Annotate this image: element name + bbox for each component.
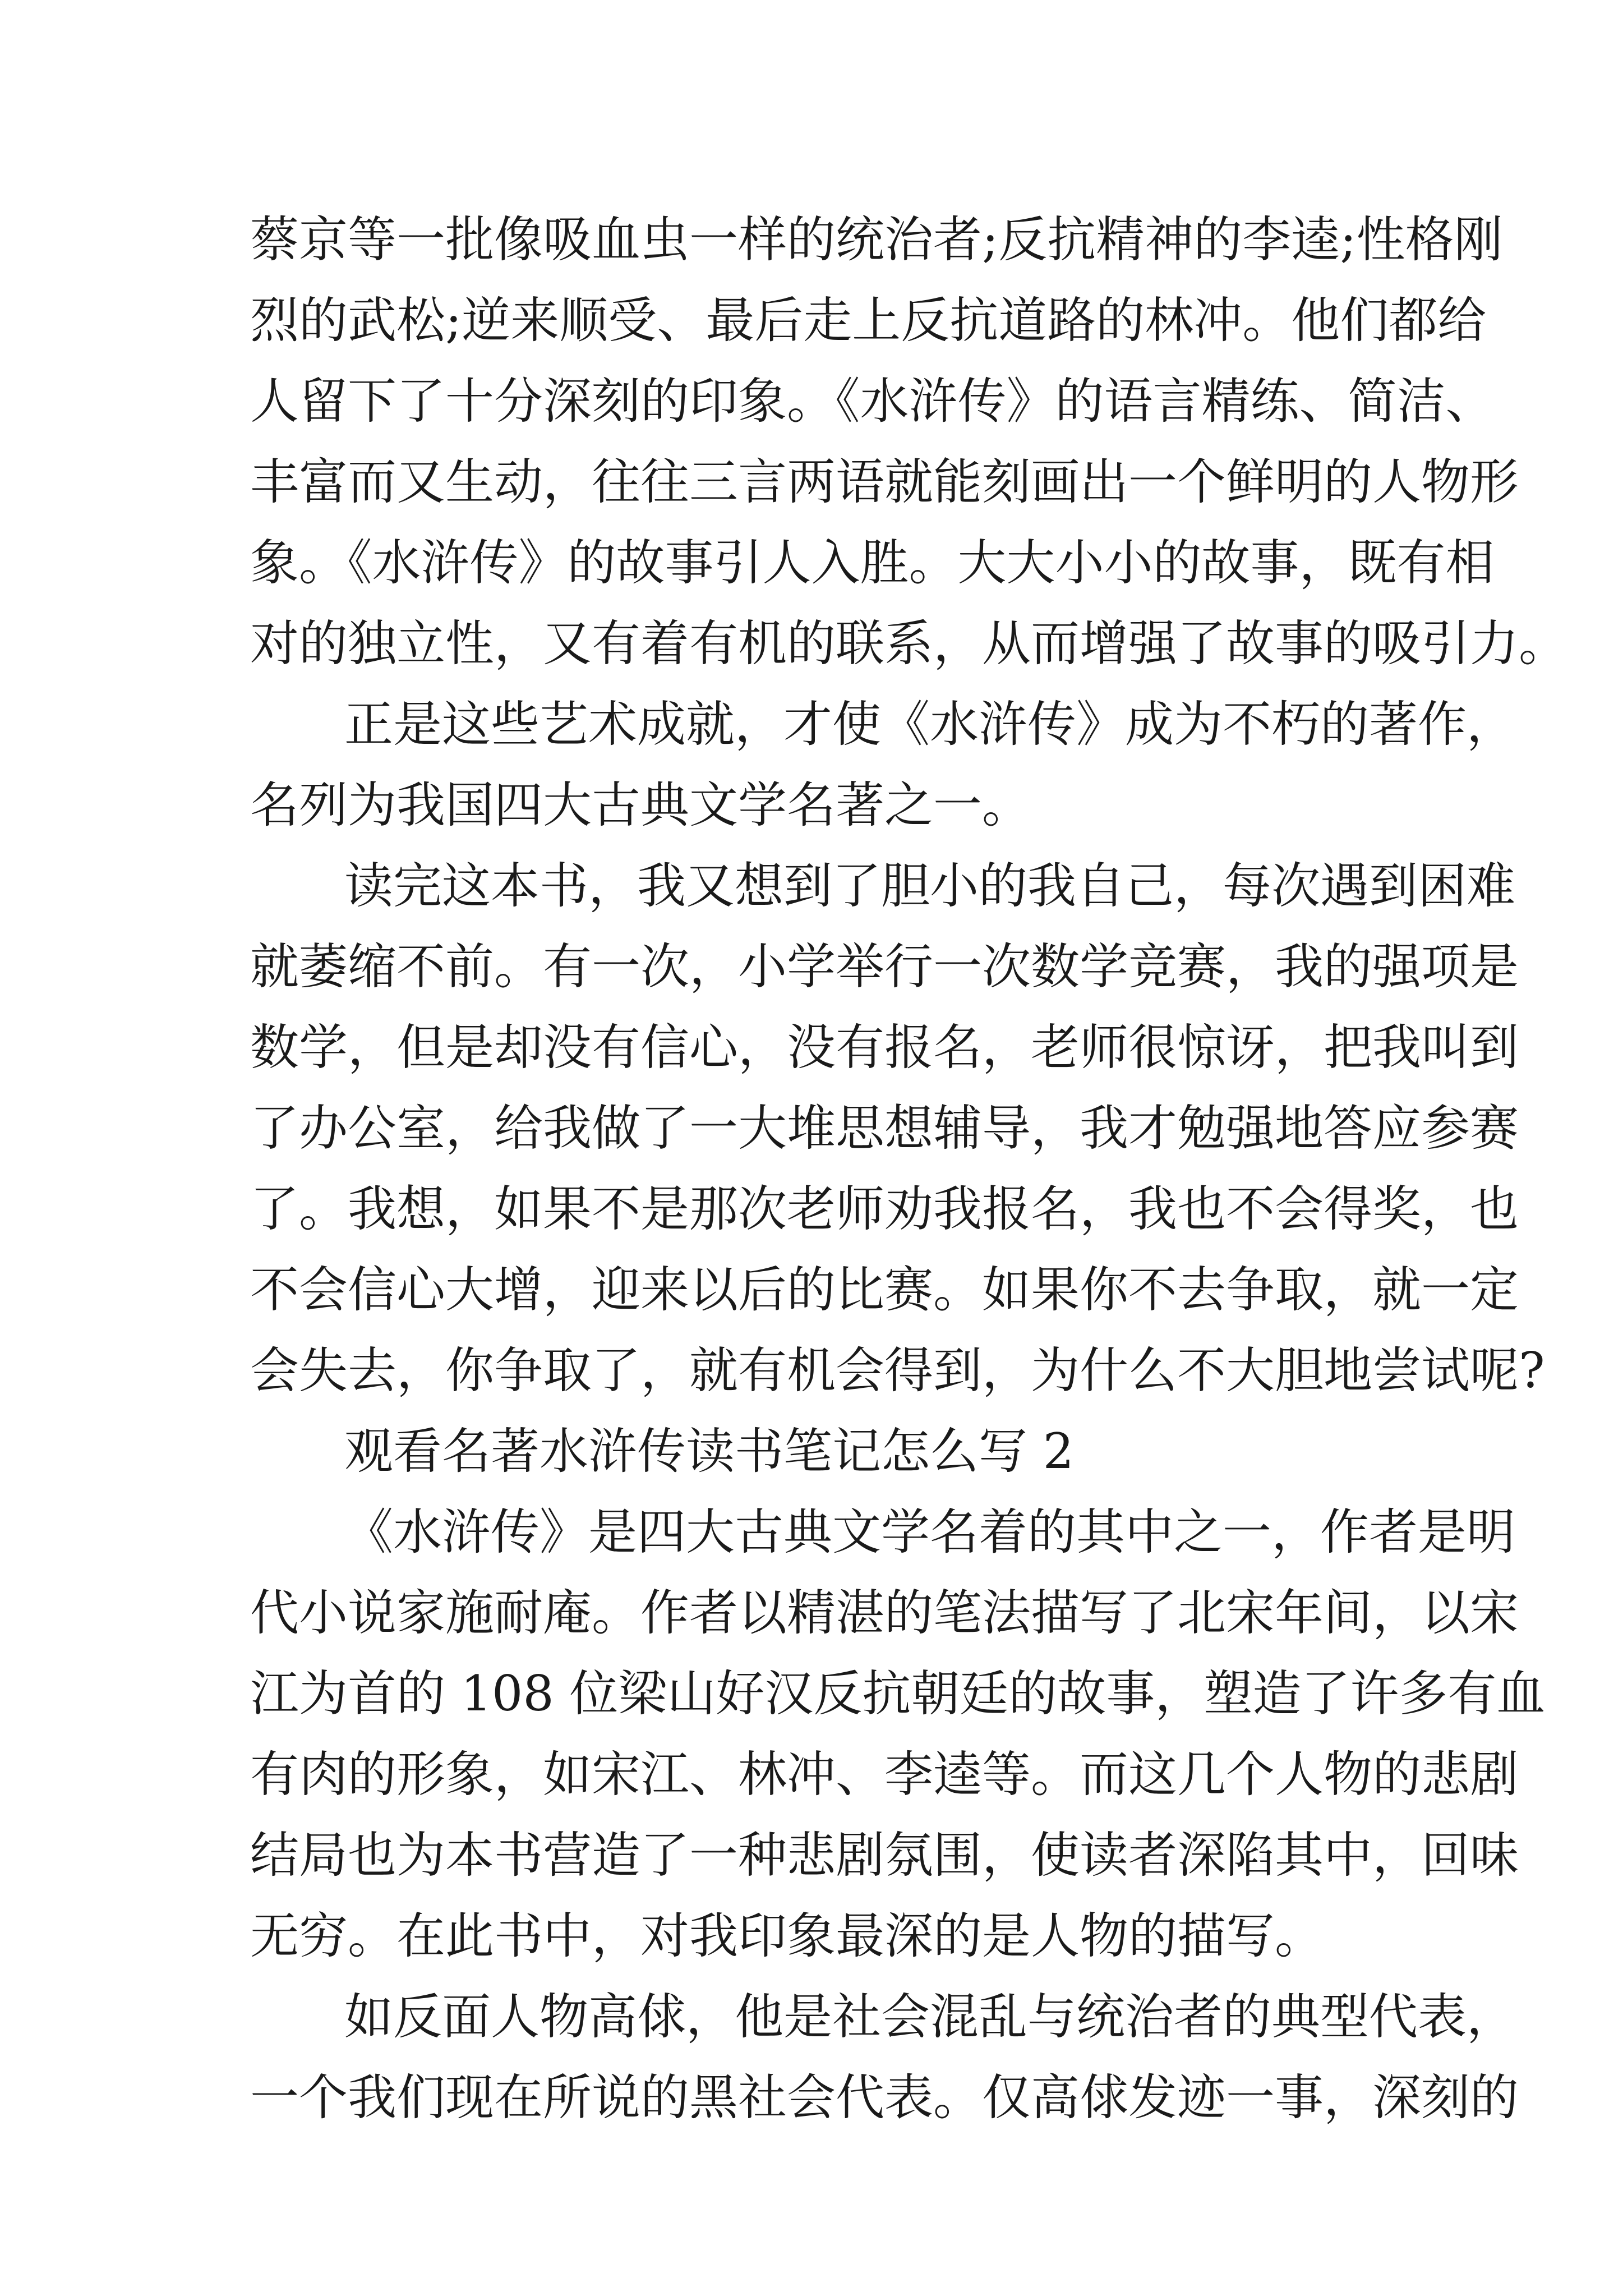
text-line: 蔡京等一批像吸血虫一样的统治者;反抗精神的李逵;性格刚 <box>250 211 1503 268</box>
section-heading: 观看名著水浒传读书笔记怎么写 2 <box>344 1423 1075 1480</box>
text-line: 结局也为本书营造了一种悲剧氛围，使读者深陷其中，回味 <box>250 1826 1519 1884</box>
text-line: 就萎缩不前。有一次，小学举行一次数学竞赛，我的强项是 <box>250 938 1519 995</box>
text-line: 一个我们现在所说的黑社会代表。仅高俅发迹一事，深刻的 <box>250 2069 1519 2126</box>
text-line: 数学，但是却没有信心，没有报名，老师很惊讶，把我叫到 <box>250 1019 1519 1076</box>
text-line: 不会信心大增，迎来以后的比赛。如果你不去争取，就一定 <box>250 1261 1519 1318</box>
text-line: 了。我想，如果不是那次老师劝我报名，我也不会得奖，也 <box>250 1180 1519 1237</box>
text-line: 对的独立性，又有着有机的联系，从而增强了故事的吸引力。 <box>250 615 1567 672</box>
text-line: 会失去，你争取了，就有机会得到，为什么不大胆地尝试呢? <box>250 1342 1545 1399</box>
paragraph-first-line: 如反面人物高俅，他是社会混乱与统治者的典型代表， <box>344 1988 1515 2045</box>
text-line: 了办公室，给我做了一大堆思想辅导，我才勉强地答应参赛 <box>250 1099 1519 1157</box>
text-line: 烈的武松;逆来顺受、最后走上反抗道路的林冲。他们都给 <box>250 292 1487 349</box>
text-line: 丰富而又生动，往往三言两语就能刻画出一个鲜明的人物形 <box>250 453 1519 510</box>
paragraph-first-line: 正是这些艺术成就，才使《水浒传》成为不朽的著作， <box>344 696 1515 753</box>
paragraph-first-line: 《水浒传》是四大古典文学名着的其中之一，作者是明 <box>344 1503 1515 1561</box>
text-line: 代小说家施耐庵。作者以精湛的笔法描写了北宋年间，以宋 <box>250 1584 1519 1641</box>
text-line: 无穷。在此书中，对我印象最深的是人物的描写。 <box>250 1907 1324 1964</box>
text-line: 江为首的 108 位梁山好汉反抗朝廷的故事，塑造了许多有血 <box>250 1665 1546 1722</box>
text-line: 名列为我国四大古典文学名著之一。 <box>250 776 1031 834</box>
text-line: 有肉的形象，如宋江、林冲、李逵等。而这几个人物的悲剧 <box>250 1746 1519 1803</box>
text-line: 人留下了十分深刻的印象。《水浒传》的语言精练、简洁、 <box>250 372 1495 430</box>
paragraph-first-line: 读完这本书，我又想到了胆小的我自己，每次遇到困难 <box>344 857 1515 914</box>
text-line: 象。《水浒传》的故事引人入胜。大大小小的故事，既有相 <box>250 534 1495 591</box>
